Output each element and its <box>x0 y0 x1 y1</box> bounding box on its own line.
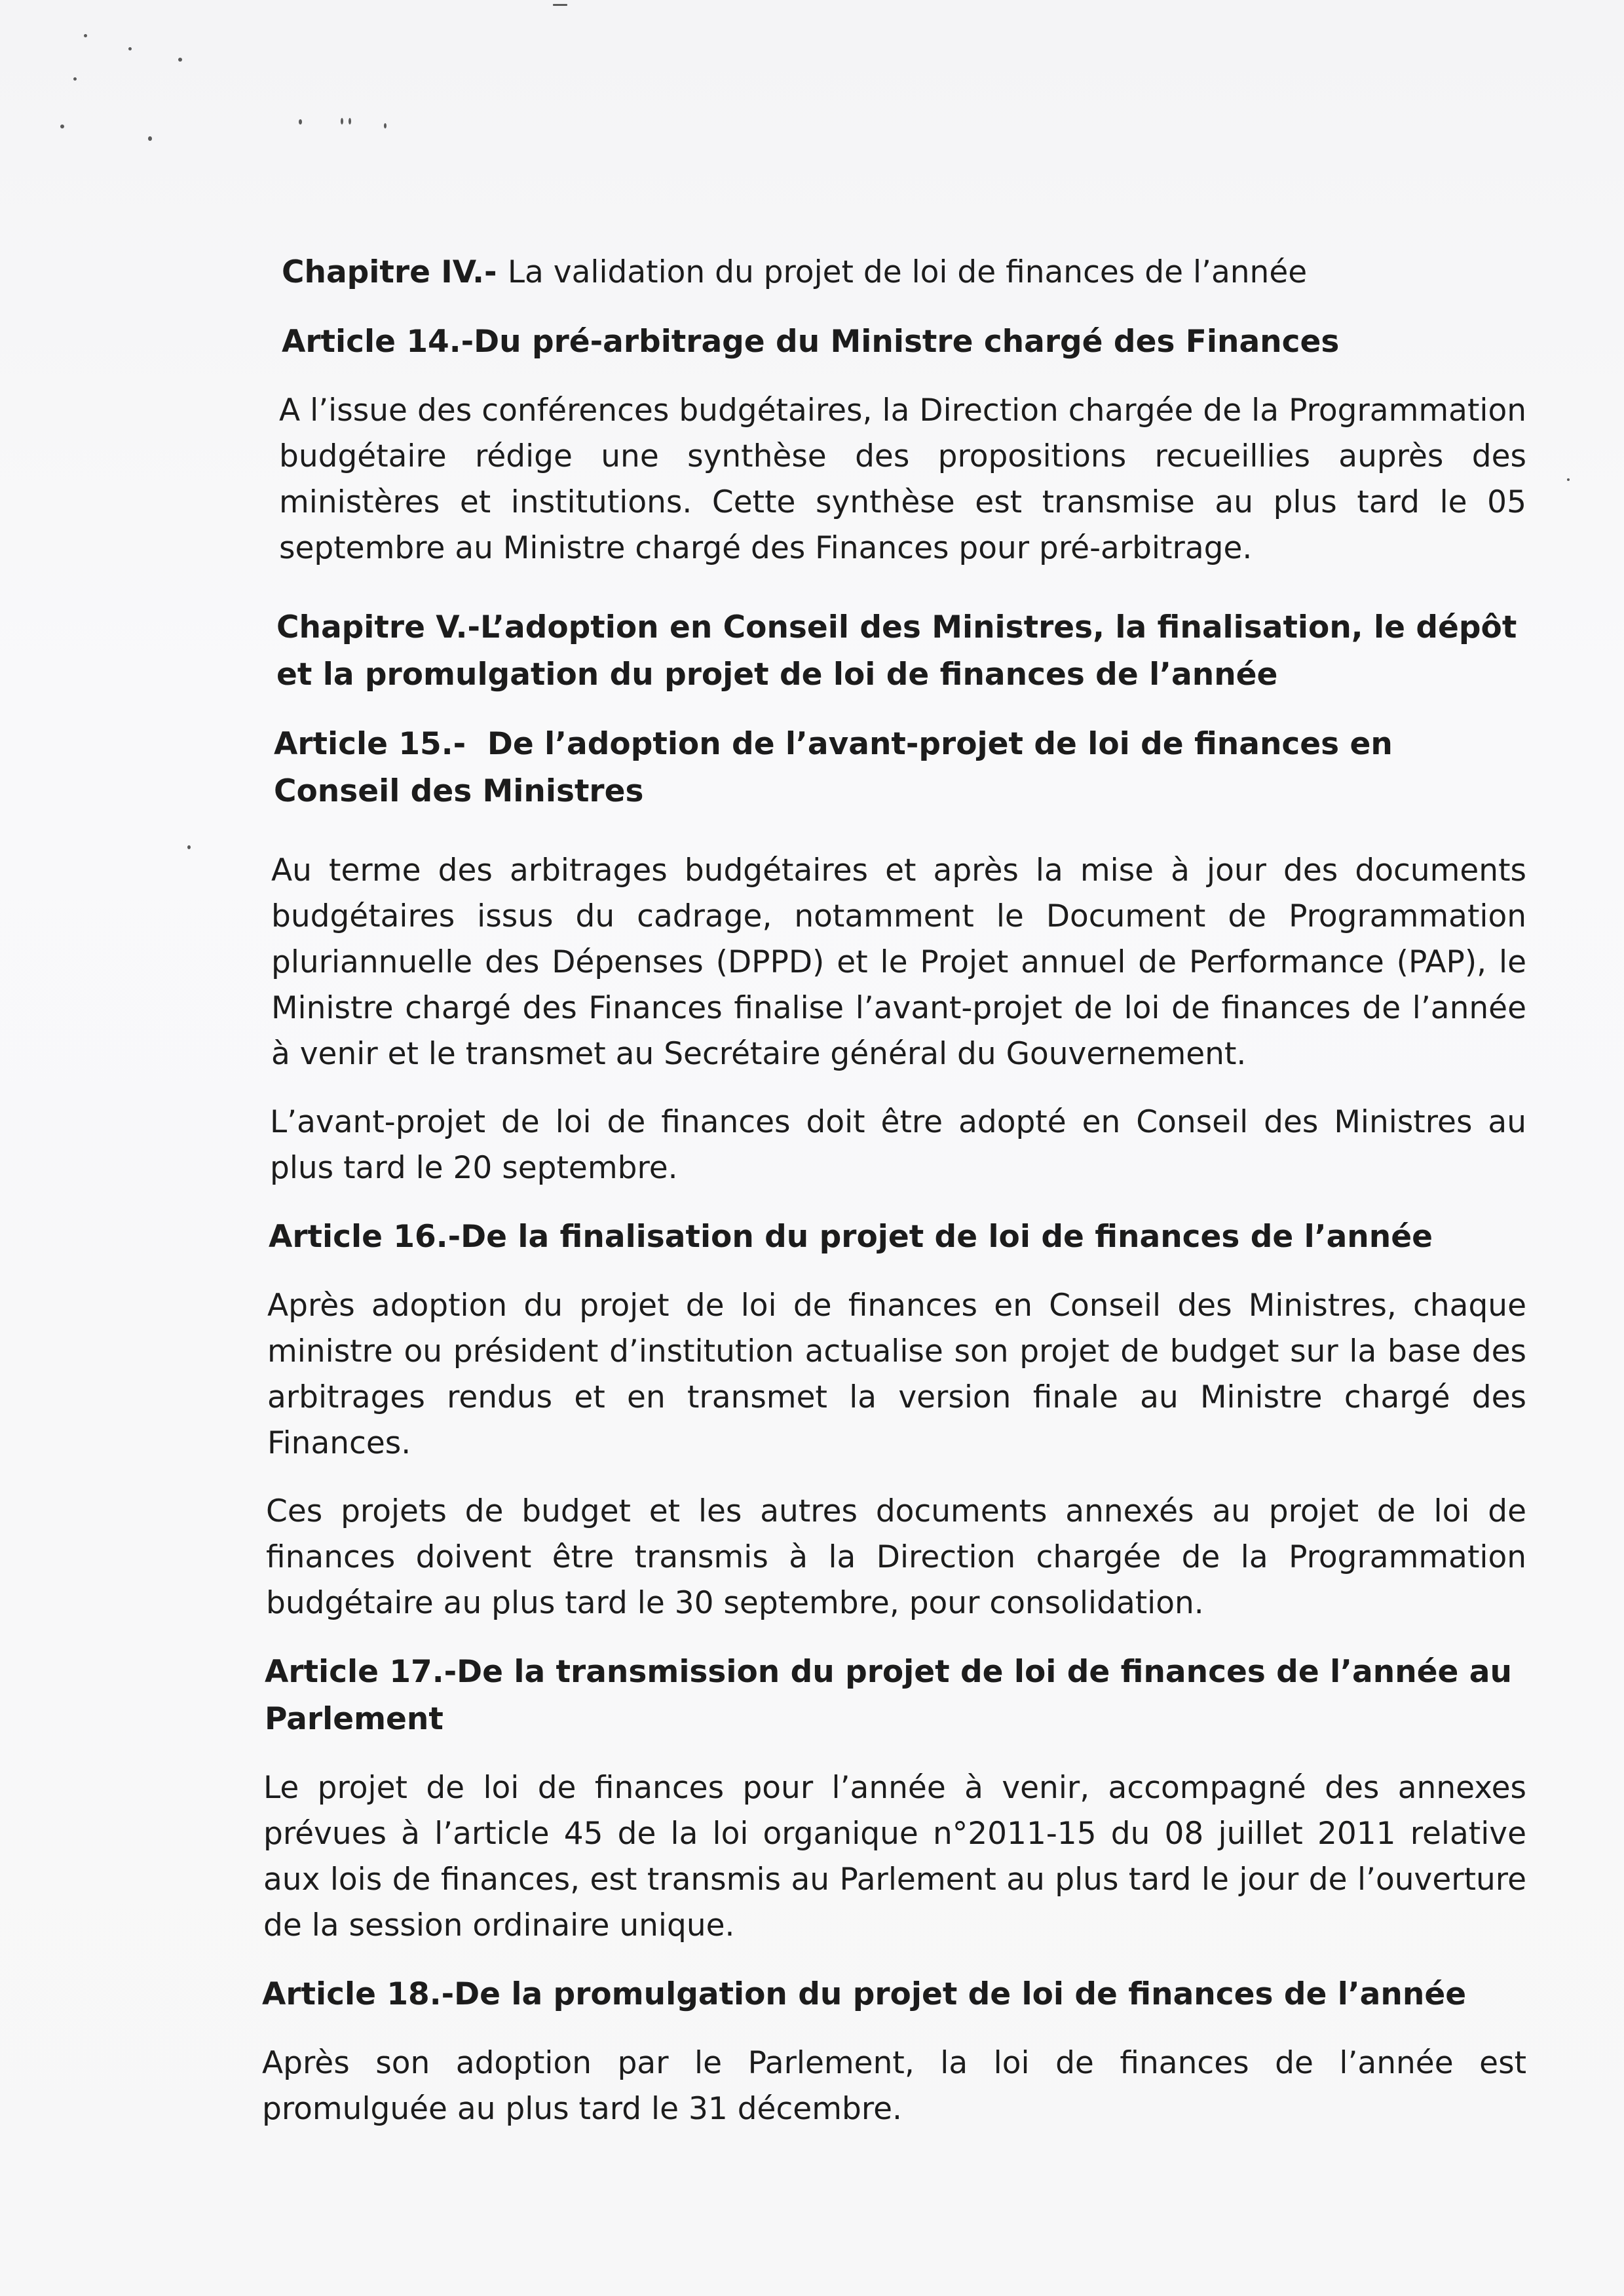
article-16-label: Article 16.- <box>269 1219 461 1255</box>
article-17-label: Article 17.- <box>265 1654 457 1690</box>
article-15-paragraph-2: L’avant-projet de loi de finances doit être adopté en Conseil des Ministres au plus tard le 20 septembre. <box>270 1104 1526 1186</box>
chapter-5-title: L’adoption en Conseil des Ministres, la finalisation, le dépôt et la promulgation du projet de loi de finances de l’année <box>276 609 1517 693</box>
scan-speck <box>84 34 87 37</box>
article-16-paragraph-1: Après adoption du projet de loi de finances en Conseil des Ministres, chaque ministre ou président d’institution actualise son projet de budget sur la base des arbitrages rendus et en transmet la version finale au Ministre chargé des Finances. <box>267 1288 1526 1461</box>
scan-speck <box>178 58 182 62</box>
scan-speck <box>349 118 351 124</box>
scan-speck <box>1567 478 1570 481</box>
scan-speck <box>128 47 132 50</box>
article-18-paragraph: Après son adoption par le Parlement, la loi de finances de l’année est promulguée au plus tard le 31 décembre. <box>262 2045 1526 2127</box>
scan-speck <box>341 118 343 124</box>
article-16-title: De la finalisation du projet de loi de finances de l’année <box>461 1219 1433 1255</box>
article-14-paragraph: A l’issue des conférences budgétaires, la Direction chargée de la Programmation budgétaire rédige une synthèse des propositions recueillies auprès des ministères et institutions. Cette synthèse est transmise au plus tard le 05 septembre au Ministre chargé des Finances pour pré-arbitrage. <box>279 392 1526 566</box>
scan-speck <box>553 4 567 6</box>
article-16-paragraph-2: Ces projets de budget et les autres documents annexés au projet de loi de finances doivent être transmis à la Direction chargée de la Programmation budgétaire au plus tard le 30 septembre, pour consolidation. <box>266 1493 1526 1621</box>
scan-speck <box>148 136 152 141</box>
chapter-5-label: Chapitre V.- <box>276 609 480 645</box>
scan-speck <box>187 845 191 849</box>
article-18-heading <box>262 1971 1526 2018</box>
article-14-title: Du pré-arbitrage du Ministre chargé des Finances <box>474 324 1340 360</box>
article-17-paragraph: Le projet de loi de finances pour l’année à venir, accompagné des annexes prévues à l’article 45 de la loi organique n°2011-15 du 08 juillet 2011 relative aux lois de finances, est transmis au Parlement au plus tard le jour de l’ouverture de la session ordinaire unique. <box>263 1770 1526 1943</box>
article-15-title: De l’adoption de l’avant-projet de loi de finances en Conseil des Ministres <box>274 726 1393 809</box>
scan-speck <box>60 124 64 128</box>
scan-speck <box>384 123 387 128</box>
article-18-label: Article 18.- <box>262 1976 455 2012</box>
scan-speck <box>73 77 77 81</box>
article-14-heading <box>282 318 1526 366</box>
document-body <box>262 249 1526 2132</box>
article-18-title: De la promulgation du projet de loi de finances de l’année <box>454 1976 1467 2012</box>
chapter-4-label: Chapitre IV.- <box>282 254 497 290</box>
article-15-label: Article 15.- <box>274 726 466 762</box>
chapter-4-title: La validation du projet de loi de finances de l’année <box>507 254 1308 290</box>
chapter-5-heading <box>276 604 1526 698</box>
article-15-heading <box>274 721 1526 815</box>
scan-speck <box>299 119 302 124</box>
article-17-heading <box>265 1649 1526 1743</box>
chapter-4-heading <box>282 249 1526 296</box>
article-15-paragraph-1: Au terme des arbitrages budgétaires et après la mise à jour des documents budgétaires issus du cadrage, notamment le Document de Programmation pluriannuelle des Dépenses (DPPD) et le Projet annuel de Performance (PAP), le Ministre chargé des Finances finalise l’avant-projet de loi de finances de l’année à venir et le transmet au Secrétaire général du Gouvernement. <box>271 852 1526 1072</box>
article-17-title: De la transmission du projet de loi de finances de l’année au Parlement <box>265 1654 1512 1737</box>
article-16-heading <box>269 1214 1526 1261</box>
article-14-label: Article 14.- <box>282 324 474 360</box>
